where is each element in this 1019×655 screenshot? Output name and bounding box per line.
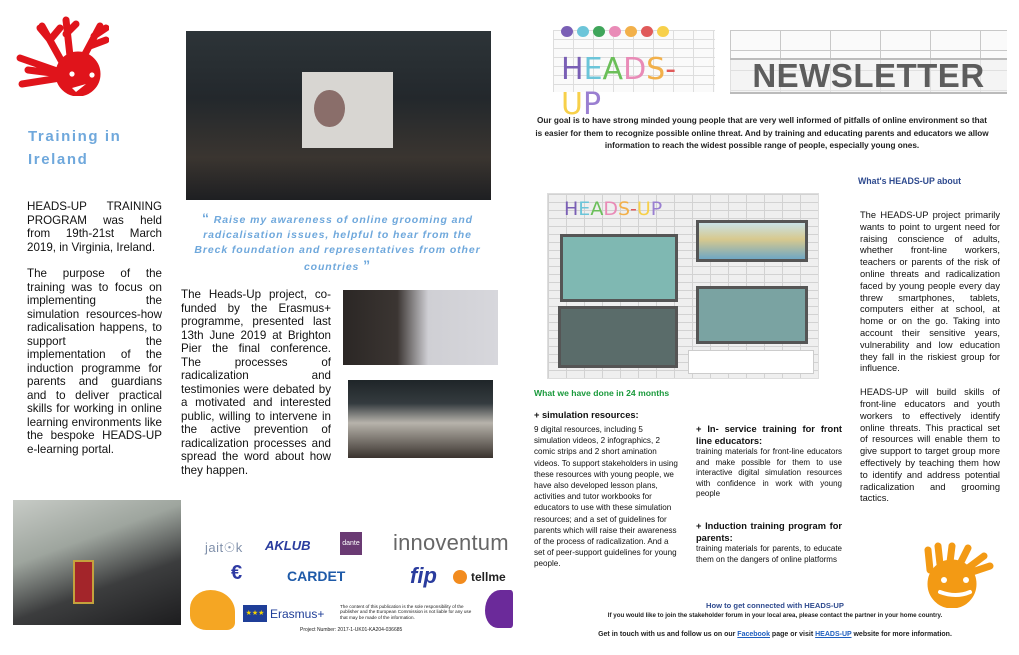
pink-face-icon — [609, 26, 621, 37]
whats-heads-up-about-heading: What's HEADS-UP about — [858, 176, 962, 186]
close-quote-mark: ” — [363, 257, 372, 273]
newsletter-banner — [730, 30, 1007, 94]
speaker-presentation-photo — [348, 380, 493, 458]
stakeholder-forum-text: If you would like to join the stakeholder forum in your local area, please contact the partner in your home country. — [607, 612, 943, 619]
comic-partner-footer — [688, 350, 814, 374]
fip-logo: fip — [410, 563, 437, 588]
comic-panel-characters — [696, 286, 808, 344]
yellow-face-icon — [657, 26, 669, 37]
aklub-logo: AKLUB — [265, 538, 311, 553]
training-paragraph: HEADS-UP TRAINING PROGRAM was held from 19th-21st March 2019, in Virginia, Ireland. — [27, 200, 162, 254]
cardet-logo: CARDET — [287, 568, 346, 584]
green-face-icon — [593, 26, 605, 37]
induction-training-block — [696, 521, 842, 565]
simulation-resources-heading: + simulation resources: — [534, 410, 639, 420]
panel-discussion-photo — [343, 290, 498, 365]
dante-logo: dante — [340, 532, 362, 555]
testimonial-quote — [190, 211, 485, 275]
training-in-ireland-title: Training in Ireland — [28, 128, 122, 168]
jaitok-logo: jait☉k — [205, 540, 243, 555]
induction-training-heading: + Induction training program for parents: — [696, 521, 842, 543]
about-paragraph: HEADS-UP will build skills of front-line educators and youth workers to effectively identify online threats. This practical set of resources will enable them to give support to target group more effectively by teaching them how to identify and address potential radicalization and grooming tactics. — [860, 387, 1000, 504]
quote-text: Raise my awareness of online grooming and radicalisation issues, helpful to hear from the Breck foundation and representatives from other countries — [194, 214, 481, 273]
open-quote-mark: “ — [202, 210, 210, 226]
eu-flag-icon: ★★★ — [243, 605, 267, 622]
comic-title: HEADS-UP — [564, 198, 663, 220]
innoventum-logo: innoventum — [393, 530, 509, 555]
erasmus-plus-logo: Erasmus+ — [270, 607, 325, 621]
purple-face-icon — [561, 26, 573, 37]
cyan-face-icon — [577, 26, 589, 37]
conference-text: The Heads-Up project, co-funded by the Erasmus+ programme, presented last 13th June 2019 at Brighton Pier the final conference. The processes of radicalization and testimonies were debated by a motivated and interested public, willing to intervene in the active prevention of radicalization processes and spread the word about how they happen. — [181, 288, 331, 477]
red-face-icon — [641, 26, 653, 37]
red-chair — [73, 560, 93, 604]
eu-disclaimer: The content of this publication is the sole responsibility of the publisher and the European Commission is not liable for any use that may be made of the information. — [340, 604, 472, 620]
creative-exchange-logo: € — [231, 562, 243, 584]
partner-logos — [195, 530, 515, 645]
mascot-on-screen — [314, 90, 345, 127]
goal-statement: Our goal is to have strong minded young people that are very well informed of pitfalls of online environment so that is easier for them to recognize possible online threat. And by training and educating parents and educators we allow information to reach the widest possible range of people, especially young ones. — [535, 116, 989, 151]
inservice-training-block — [696, 424, 842, 500]
comic-strip-image — [547, 193, 819, 379]
follow-us-text: Get in touch with us and follow us on our Facebook page or visit HEADS-UP website for more information. — [598, 631, 952, 638]
tellme-logo: tellme — [471, 570, 506, 584]
project-number: Project Number: 2017-1-UK01-KA204-036685 — [300, 627, 403, 633]
heads-up-logo — [553, 30, 715, 122]
induction-training-text: training materials for parents, to educate them on the dangers of online platforms — [696, 544, 842, 564]
facebook-link[interactable]: Facebook — [737, 631, 770, 638]
about-text — [860, 210, 1000, 517]
training-paragraph: The purpose of the training was to focus on implementing the simulation resources-how radicalisation happens, to support the implementation of the induction programme for parents and guardians and to deliver practical skills for working in online learning environments like the bespoke HEADS-UP e-learning portal. — [27, 267, 162, 456]
comic-panel-broken-heart — [558, 306, 678, 368]
orange-mascot-icon — [912, 542, 994, 608]
tellme-icon — [453, 570, 467, 584]
red-heads-up-mascot-icon — [14, 14, 109, 96]
about-paragraph: The HEADS-UP project primarily wants to point to urgent need for raising conscience of adults, whether front-line workers, teachers or parents of the risk of online threats and radicalization faced by young people every day threw smartphones, tablets, computers either at school, at home or on the go. Taking into account their sensitive years, vulnerability and low education they fall in the riskiest group for influence. — [860, 210, 1000, 374]
heads-up-website-link[interactable]: HEADS-UP — [815, 631, 852, 638]
inservice-training-text: training materials for front-line educators and make possible for them to use interactive digital simulation resources with confidence in work with young people — [696, 447, 842, 498]
training-text — [27, 200, 162, 469]
orange-face-icon — [625, 26, 637, 37]
inservice-training-heading: + In- service training for front line educators: — [696, 424, 842, 446]
heads-up-logo-text: HEADS-UP — [561, 52, 677, 122]
mascot-faces-row — [561, 26, 669, 37]
comic-panel-chat — [560, 234, 678, 302]
simulation-resources-text: 9 digital resources, including 5 simulation videos, 2 infographics, 2 comic strips and 2 short amination videos. To support stakeholders in using these resources with young people, we have also developed lesson plans, activities and tutor workbooks for educators to use with these simulation resources; and a set of guidelines for parents which will raise their awareness of the process of radicalization. And a set of peer-support guidelines for young people. — [534, 425, 678, 569]
what-we-have-done-heading: What we have done in 24 months — [534, 388, 670, 398]
comic-panel-landscape — [696, 220, 808, 262]
training-room-photo — [13, 500, 181, 625]
how-to-connect-heading: How to get connected with HEADS-UP — [706, 601, 844, 610]
newsletter-title: NEWSLETTER — [730, 58, 1007, 94]
conference-stage-photo — [186, 31, 491, 200]
